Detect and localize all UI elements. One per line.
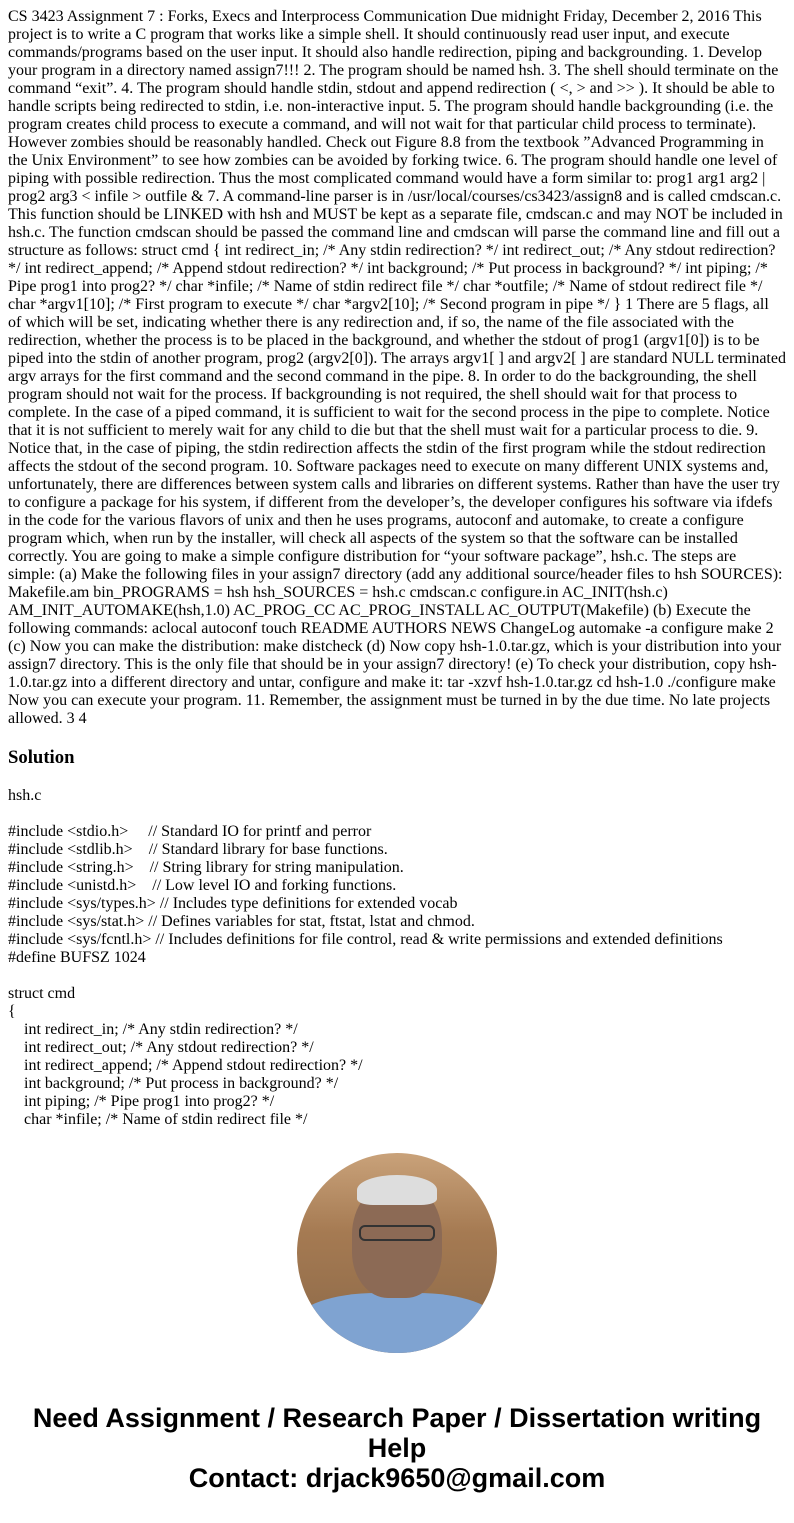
photo-shirt (297, 1293, 497, 1353)
filename: hsh.c (8, 787, 42, 804)
code-struct: struct cmd { int redirect_in; /* Any stdin redirection? */ int redirect_out; /* Any stdout redirection? */ int redirect_append; /* Append stdout redirection? */ int background; /* Put process in background? */ int piping; /* Pipe prog1 into prog2? */ char *infile; /* Name of stdin redirect file */ (8, 985, 363, 1128)
author-photo (297, 1153, 497, 1353)
assignment-text: CS 3423 Assignment 7 : Forks, Execs and Interprocess Communication Due midnight Friday, December 2, 2016 This project is to write a C program that works like a simple shell. It should continuously read user input, and execute commands/programs based on the user input. It should also handle redirection, piping and backgrounding. 1. Develop your program in a directory named assign7!!! 2. The program should be named hsh. 3. The shell should terminate on the command “exit”. 4. The program should handle stdin, stdout and append redirection ( <, > and >> ). It should be able to handle scripts being redirected to stdin, i.e. non-interactive input. 5. The program should handle backgrounding (i.e. the program creates child process to execute a command, and will not wait for that particular child process to terminate). However zombies should be reasonably handled. Check out Figure 8.8 from the textbook ”Advanced Programming in the Unix Environment” to see how zombies can be avoided by forking twice. 6. The program should handle one level of piping with possible redirection. Thus the most complicated command would have a form similar to: prog1 arg1 arg2 | prog2 arg3 < infile > outfile & 7. A command-line parser is in /usr/local/courses/cs3423/assign8 and is called cmdscan.c. This function should be LINKED with hsh and MUST be kept as a separate file, cmdscan.c and may NOT be included in hsh.c. The function cmdscan should be passed the command line and cmdscan will parse the command line and fill out a structure as follows: struct cmd { int redirect_in; /* Any stdin redirection? */ int redirect_out; /* Any stdout redirection? */ int redirect_append; /* Append stdout redirection? */ int background; /* Put process in background? */ int piping; /* Pipe prog1 into prog2? */ char *infile; /* Name of stdin redirect file */ char *outfile; /* Name of stdout redirect file */ char *argv1[10]; /* First program to execute */ char *argv2[10]; /* Second program in pipe */ } 1 There are 5 flags, all of which will be set, indicating whether there is any redirection and, if so, the name of the file associated with the redirection, whether the process is to be placed in the background, and whether the stdout of prog1 (argv1[0]) is to be piped into the stdin of another program, prog2 (argv2[0]). The arrays argv1[ ] and argv2[ ] are standard NULL terminated argv arrays for the first command and the second command in the pipe. 8. In order to do the backgrounding, the shell program should not wait for the process. If backgrounding is not required, the shell should wait for that process to complete. In the case of a piped command, it is sufficient to wait for the second process in the pipe to complete. Notice that it is not sufficient to merely wait for any child to die but that the shell must wait for a particular process to die. 9. Notice that, in the case of piping, the stdin redirection affects the stdin of the first program while the stdout redirection affects the stdout of the second program. 10. Software packages need to execute on many different UNIX systems and, unfortunately, there are differences between system calls and libraries on different systems. Rather than have the user try to configure a package for his system, if different from the developer’s, the developer configures his software via ifdefs in the code for the various flavors of unix and then he uses programs, autoconf and automake, to create a configure program which, when run by the installer, will check all aspects of the system so that the software can be installed correctly. You are going to make a simple configure distribution for “your software package”, hsh.c. The steps are simple: (a) Make the following files in your assign7 directory (add any additional source/header files to hsh SOURCES): Makefile.am bin_PROGRAMS = hsh hsh_SOURCES = hsh.c cmdscan.c configure.in AC_INIT(hsh.c) AM_INIT_AUTOMAKE(hsh,1.0) AC_PROG_CC AC_PROG_INSTALL AC_OUTPUT(Makefile) (b) Execute the following commands: aclocal autoconf touch README AUTHORS NEWS ChangeLog automake -a configure make 2 (c) Now you can make the distribution: make distcheck (d) Now copy hsh-1.0.tar.gz, which is your distribution into your assign7 directory. This is the only file that should be in your assign7 directory! (e) To check your distribution, copy hsh-1.0.tar.gz into a different directory and untar, configure and make it: tar -xzvf hsh-1.0.tar.gz cd hsh-1.0 ./configure make Now you can execute your program. 11. Remember, the assignment must be turned in by the due time. No late projects allowed. 3 4 (8, 8, 786, 727)
contact-banner (0, 1403, 794, 1493)
solution-heading: Solution (8, 747, 75, 768)
photo-hair (357, 1175, 437, 1205)
code-includes: #include <stdio.h> // Standard IO for printf and perror #include <stdlib.h> // Standard library for base functions. #include <string.h> // String library for string manipulation. #include <unistd.h> // Low level IO and forking functions. #include <sys/types.h> // Includes type definitions for extended vocab #include <sys/stat.h> // Defines variables for stat, ftstat, lstat and chmod. #include <sys/fcntl.h> // Includes definitions for file control, read & write permissions and extended definitions #define BUFSZ 1024 (8, 823, 723, 966)
help-text: Need Assignment / Research Paper / Dissertation writing Help (32, 1403, 762, 1463)
contact-email: Contact: drjack9650@gmail.com (188, 1463, 606, 1493)
photo-glasses (359, 1225, 435, 1241)
